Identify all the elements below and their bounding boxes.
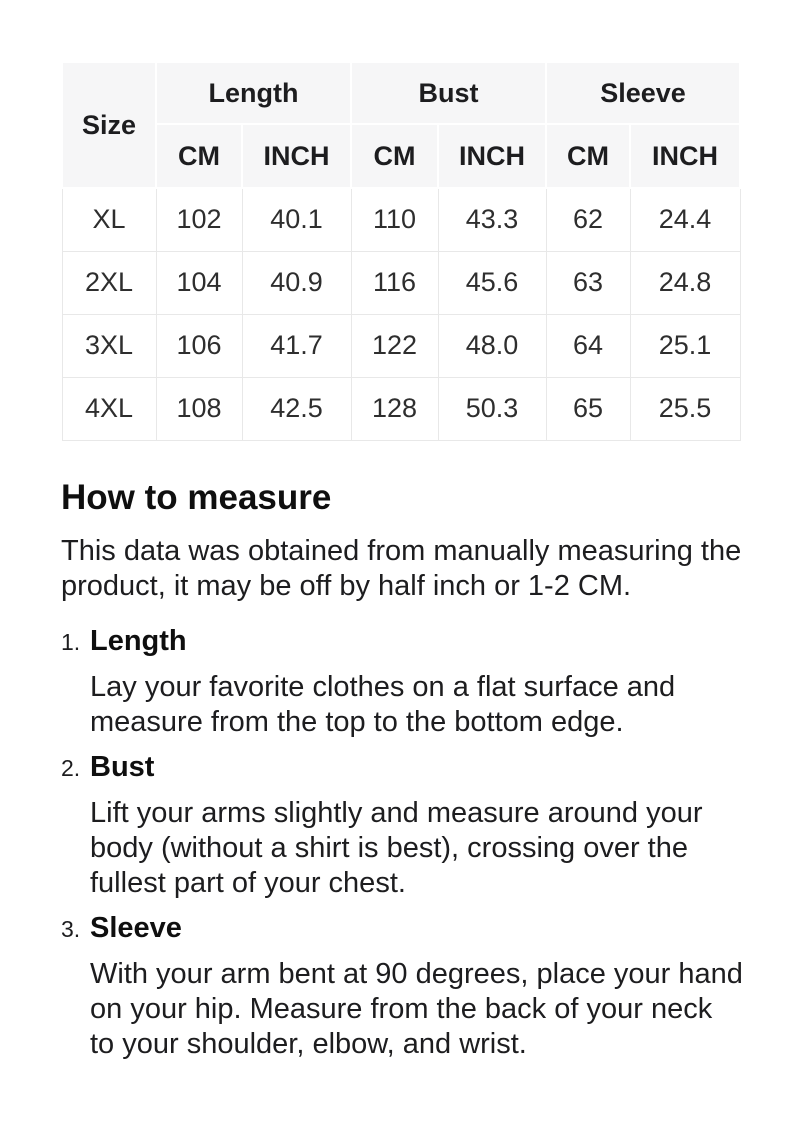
size-cell: 3XL [62,314,156,377]
size-cell: 4XL [62,377,156,440]
length-inch-cell: 40.1 [242,188,351,251]
sleeve-inch-cell: 25.1 [630,314,740,377]
measure-steps-list [61,624,745,1062]
unit-header-bust-inch: INCH [438,124,546,188]
bust-cm-cell: 110 [351,188,438,251]
step-description: With your arm bent at 90 degrees, place your hand on your hip. Measure from the back of your neck to your shoulder, elbow, and wrist. [90,957,743,1060]
size-cell: 2XL [62,251,156,314]
column-group-sleeve: Sleeve [546,62,740,124]
column-group-bust: Bust [351,62,546,124]
step-number: 3. [61,915,81,942]
step-description: Lay your favorite clothes on a flat surface and measure from the top to the bottom edge. [90,670,676,738]
length-cm-cell: 108 [156,377,242,440]
length-cm-cell: 102 [156,188,242,251]
sleeve-cm-cell: 64 [546,314,630,377]
sleeve-cm-cell: 65 [546,377,630,440]
table-row-4xl [62,377,740,440]
bust-cm-cell: 116 [351,251,438,314]
sleeve-inch-cell: 25.5 [630,377,740,440]
sleeve-cm-cell: 62 [546,188,630,251]
column-header-size: Size [62,62,156,188]
step-number: 1. [61,628,81,655]
step-heading [61,911,745,947]
unit-header-length-inch: INCH [242,124,351,188]
step-term: Length [90,624,187,657]
step-description: Lift your arms slightly and measure around your body (without a shirt is best), crossing over the fullest part of your chest. [90,796,703,899]
length-inch-cell: 40.9 [242,251,351,314]
column-group-length: Length [156,62,351,124]
unit-header-sleeve-cm: CM [546,124,630,188]
step-number: 2. [61,754,81,781]
length-inch-cell: 41.7 [242,314,351,377]
step-heading [61,624,745,660]
step-term: Bust [90,750,155,783]
size-cell: XL [62,188,156,251]
unit-header-sleeve-inch: INCH [630,124,740,188]
table-row-3xl [62,314,740,377]
bust-inch-cell: 43.3 [438,188,546,251]
bust-cm-cell: 128 [351,377,438,440]
how-to-measure-intro: This data was obtained from manually measuring the product, it may be off by half inch or 1-2 CM. [61,534,742,602]
length-inch-cell: 42.5 [242,377,351,440]
measure-step-sleeve [61,911,745,1062]
unit-header-length-cm: CM [156,124,242,188]
bust-cm-cell: 122 [351,314,438,377]
bust-inch-cell: 50.3 [438,377,546,440]
bust-inch-cell: 48.0 [438,314,546,377]
how-to-measure-title: How to measure [61,477,332,517]
measure-step-length [61,624,745,740]
table-row-xl [62,188,740,251]
bust-inch-cell: 45.6 [438,251,546,314]
sleeve-inch-cell: 24.8 [630,251,740,314]
step-term: Sleeve [90,911,182,944]
step-heading [61,750,745,786]
size-chart-table [61,61,741,441]
sleeve-cm-cell: 63 [546,251,630,314]
sleeve-inch-cell: 24.4 [630,188,740,251]
table-row-2xl [62,251,740,314]
length-cm-cell: 106 [156,314,242,377]
length-cm-cell: 104 [156,251,242,314]
unit-header-bust-cm: CM [351,124,438,188]
measure-step-bust [61,750,745,901]
